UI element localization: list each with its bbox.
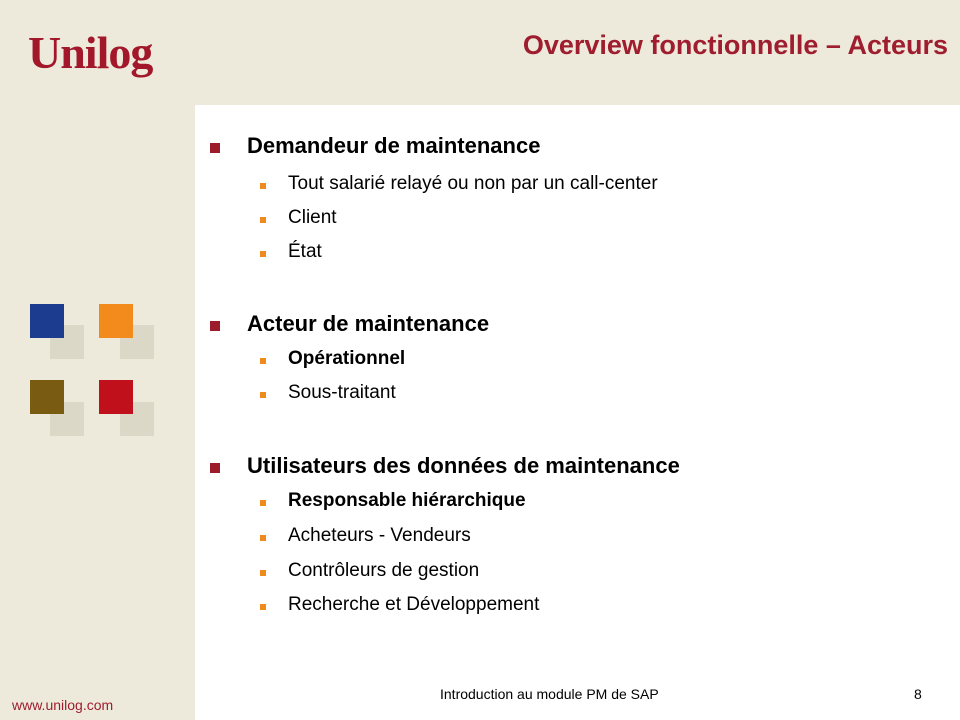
small-square-bullet-icon bbox=[260, 570, 266, 576]
red-square-icon bbox=[99, 380, 133, 414]
small-square-bullet-icon bbox=[260, 358, 266, 364]
square-bullet-icon bbox=[210, 463, 220, 473]
small-square-bullet-icon bbox=[260, 392, 266, 398]
slide-title: Overview fonctionnelle – Acteurs bbox=[522, 30, 948, 60]
small-square-bullet-icon bbox=[260, 251, 266, 257]
small-square-bullet-icon bbox=[260, 217, 266, 223]
small-square-bullet-icon bbox=[260, 535, 266, 541]
small-square-bullet-icon bbox=[260, 500, 266, 506]
orange-square-icon bbox=[99, 304, 133, 338]
olive-square-icon bbox=[30, 380, 64, 414]
small-square-bullet-icon bbox=[260, 183, 266, 189]
page-number: 8 bbox=[914, 686, 922, 702]
small-square-bullet-icon bbox=[260, 604, 266, 610]
blue-square-icon bbox=[30, 304, 64, 338]
decorative-squares bbox=[28, 300, 158, 440]
square-bullet-icon bbox=[210, 143, 220, 153]
unilog-logo: Unilog bbox=[28, 27, 153, 78]
square-bullet-icon bbox=[210, 321, 220, 331]
footer-presentation-title: Introduction au module PM de SAP bbox=[440, 686, 659, 702]
footer-url: www.unilog.com bbox=[12, 697, 114, 713]
